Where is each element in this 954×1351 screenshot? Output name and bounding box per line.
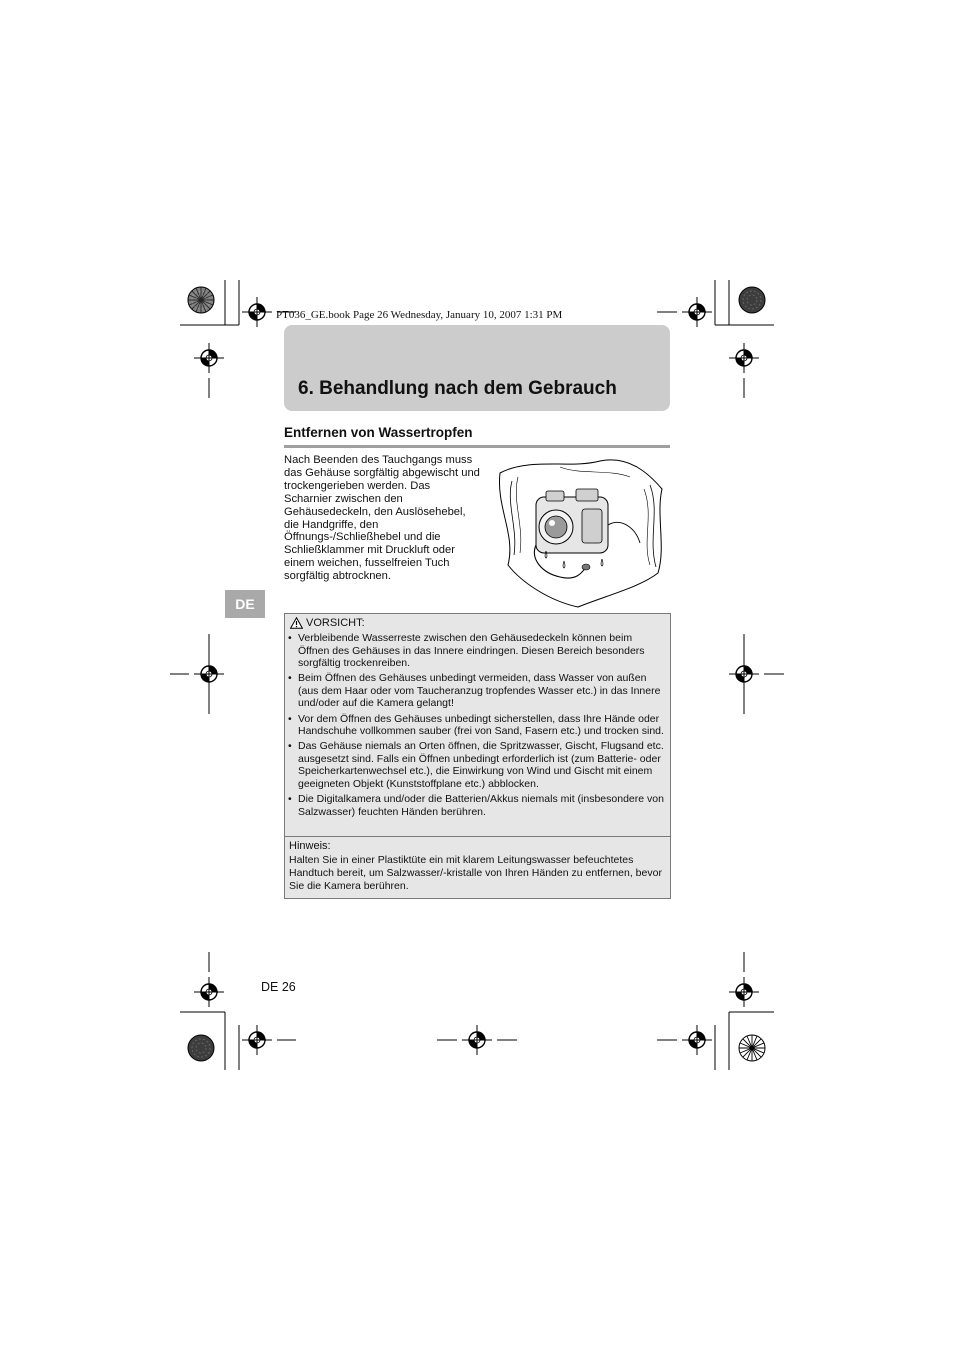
caution-item: • Verbleibende Wasserreste zwischen den Gehäusedeckeln können beim Öffnen des Gehäuses in das Innere eindringen. Diesen Bereich besonders sorgfältig trockenreiben. xyxy=(288,632,666,670)
caution-item: • Beim Öffnen des Gehäuses unbedingt vermeiden, dass Wasser von außen (aus dem Haar oder vom Taucheranzug tropfendes Wasser etc.) in das Innere und/oder auf die Kamera gelangt! xyxy=(288,672,666,710)
caution-item: • Die Digitalkamera und/oder die Batterien/Akkus niemals mit (insbesondere von Salzwasser) feuchten Händen berühren. xyxy=(288,793,666,818)
page-number: DE 26 xyxy=(261,980,296,994)
section-divider xyxy=(284,445,670,448)
warning-triangle-icon xyxy=(290,617,303,629)
intro-paragraph: Nach Beenden des Tauchgangs muss das Gehäuse sorgfältig abgewischt und trockengerieben werden. Das Scharnier zwischen den Gehäusedeckeln, den Auslösehebel, die Handgriffe, den Öffnungs-/Schließhebel und die Schließklammer mit Druckluft oder einem weichen, fusselfreien Tuch sorgfältig abtrocknen. xyxy=(284,454,480,583)
book-header-line: PT036_GE.book Page 26 Wednesday, January 10, 2007 1:31 PM xyxy=(276,309,563,321)
caution-box xyxy=(284,613,671,899)
note-text: Halten Sie in einer Plastiktüte ein mit klarem Leitungswasser befeuchtetes Handtuch bereit, um Salzwasser/-kristalle von Ihren Händen zu entfernen, bevor Sie die Kamera berühren. xyxy=(289,854,662,892)
chapter-title: 6. Behandlung nach dem Gebrauch xyxy=(298,378,617,399)
camera-housing-drying-illustration xyxy=(490,455,670,610)
caution-list xyxy=(288,632,666,821)
chapter-banner xyxy=(284,325,670,411)
caution-item: • Vor dem Öffnen des Gehäuses unbedingt sicherstellen, dass Ihre Hände oder Handschuhe vollkommen sauber (frei von Sand, Fasern etc.) und trocken sind. xyxy=(288,713,666,738)
caution-item: • Das Gehäuse niemals an Orten öffnen, die Spritzwasser, Gischt, Flugsand etc. ausgesetzt sind. Falls ein Öffnen unbedingt erforderlich ist (zum Batterie- oder Speicherkartenwechsel etc.), die Einwirkung von Wind und Gischt mit einem geeigneten Objekt (Kunststoffplane etc.) abblocken. xyxy=(288,740,666,790)
section-title: Entfernen von Wassertropfen xyxy=(284,425,473,440)
language-tab: DE xyxy=(225,590,265,618)
caution-label: VORSICHT: xyxy=(306,617,365,629)
caution-heading xyxy=(290,617,365,629)
note-divider xyxy=(285,836,670,837)
note-label: Hinweis: xyxy=(289,840,331,852)
